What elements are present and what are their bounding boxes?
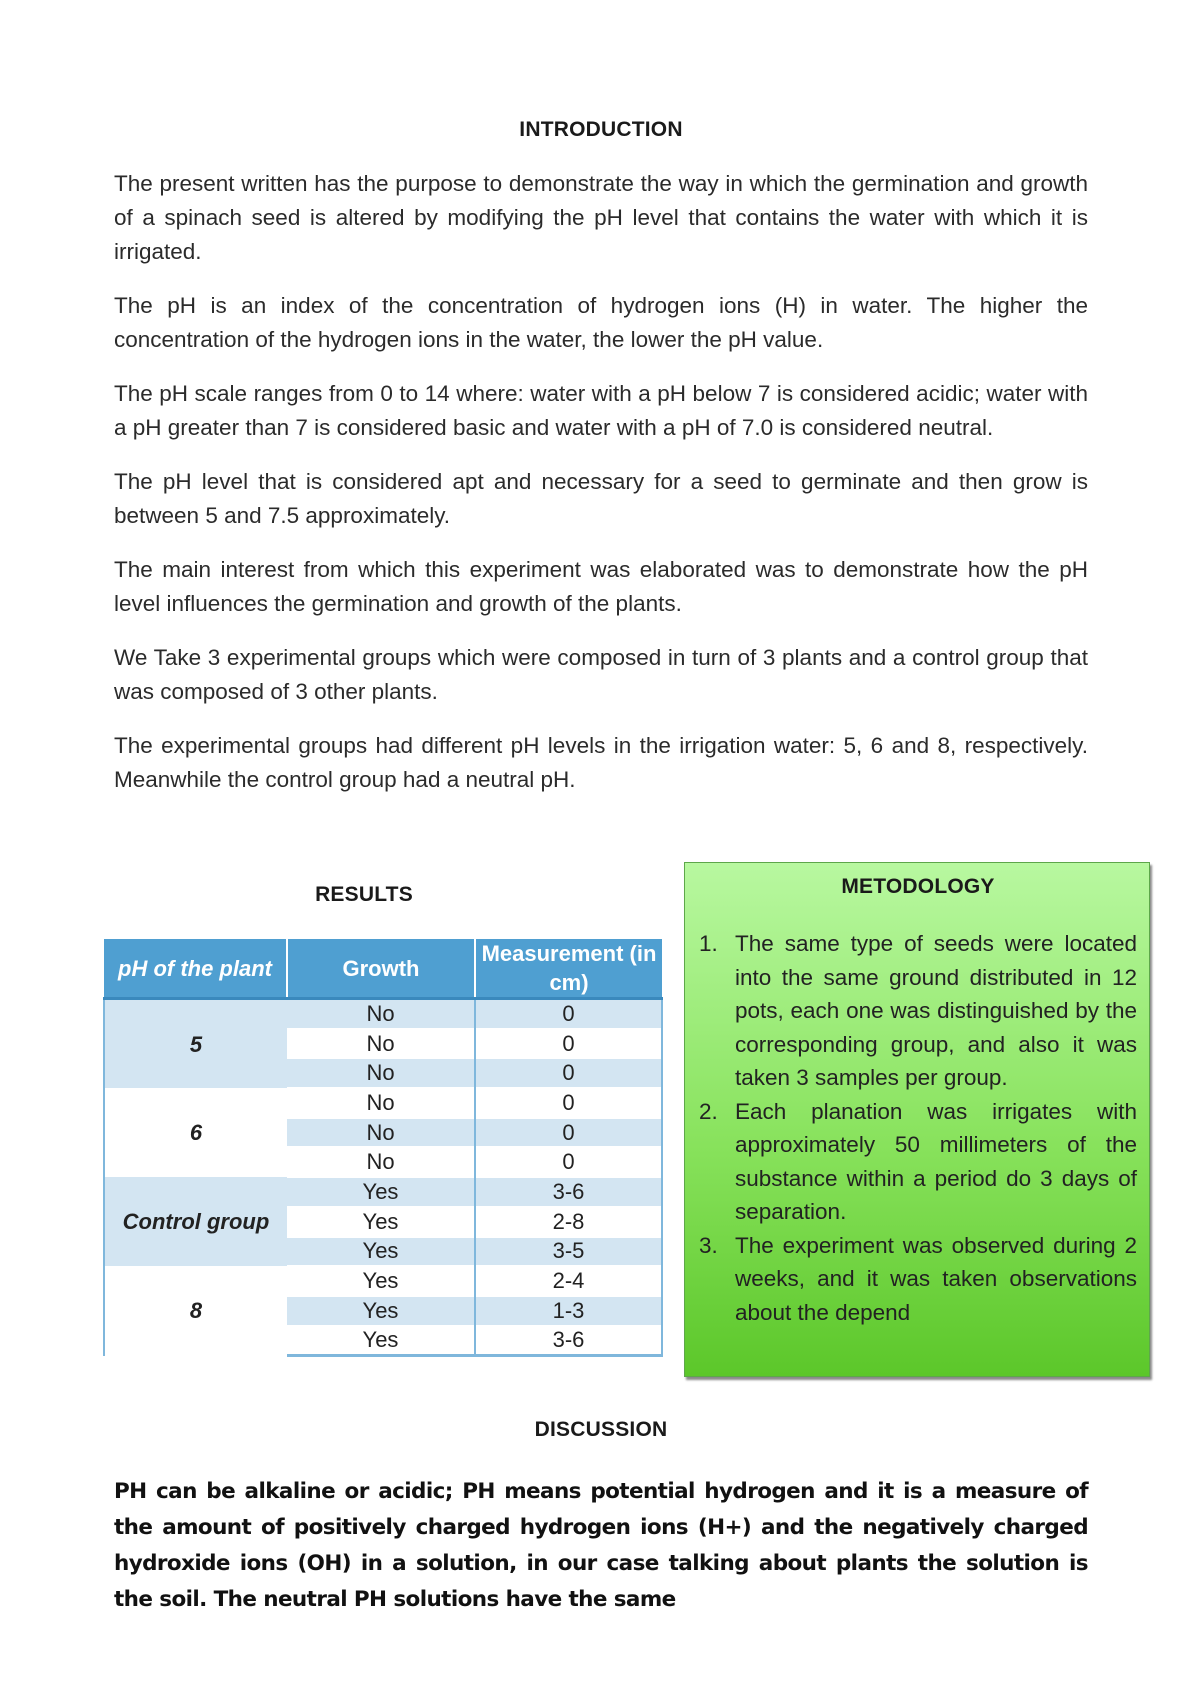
column-header-ph: pH of the plant xyxy=(104,939,287,999)
measurement-cell: 3-5 xyxy=(475,1237,662,1267)
measurement-cell: 1-3 xyxy=(475,1296,662,1326)
item-number: 2. xyxy=(699,1098,718,1124)
measurement-cell: 3-6 xyxy=(475,1177,662,1207)
growth-cell: No xyxy=(287,1058,475,1088)
introduction-body xyxy=(114,167,1088,817)
methodology-list xyxy=(699,927,1137,1329)
growth-cell: Yes xyxy=(287,1326,475,1356)
growth-cell: Yes xyxy=(287,1266,475,1296)
intro-paragraph: We Take 3 experimental groups which were composed in turn of 3 plants and a control group that was composed of 3 other plants. xyxy=(114,645,1088,704)
growth-cell: No xyxy=(287,1029,475,1059)
measurement-cell: 2-4 xyxy=(475,1266,662,1296)
measurement-cell: 3-6 xyxy=(475,1326,662,1356)
table-row xyxy=(104,1266,662,1296)
column-header-measurement: Measurement (in cm) xyxy=(475,939,662,999)
growth-cell: No xyxy=(287,999,475,1029)
measurement-cell: 0 xyxy=(475,999,662,1029)
measurement-cell: 0 xyxy=(475,1029,662,1059)
results-heading: RESULTS xyxy=(315,883,413,906)
group-label-ph-6: 6 xyxy=(104,1088,287,1177)
growth-cell: No xyxy=(287,1118,475,1148)
methodology-item xyxy=(699,927,1137,1095)
intro-paragraph: The pH is an index of the concentration of hydrogen ions (H) in water. The higher the concentration of the hydrogen ions in the water, the lower the pH value. xyxy=(114,293,1088,352)
item-text: The same type of seeds were located into the same ground distributed in 12 pots, each one was distinguished by the corresponding group, and also it was taken 3 samples per group. xyxy=(735,931,1137,1090)
intro-paragraph: The present written has the purpose to demonstrate the way in which the germination and growth of a spinach seed is altered by modifying the pH level that contains the water with which it is irrigated. xyxy=(114,171,1088,264)
column-header-growth: Growth xyxy=(287,939,475,999)
intro-paragraph: The pH scale ranges from 0 to 14 where: water with a pH below 7 is considered acidic; water with a pH greater than 7 is considered basic and water with a pH of 7.0 is considered neutral. xyxy=(114,381,1088,440)
measurement-cell: 0 xyxy=(475,1147,662,1177)
discussion-paragraph: PH can be alkaline or acidic; PH means potential hydrogen and it is a measure of the amount of positively charged hydrogen ions (H+) and the negatively charged hydroxide ions (OH) in a solution, in our case talking about plants the solution is the soil. The neutral PH solutions have the same xyxy=(114,1479,1088,1612)
item-number: 1. xyxy=(699,931,718,956)
discussion-heading: DISCUSSION xyxy=(534,1418,668,1441)
growth-cell: No xyxy=(287,1147,475,1177)
item-text: Each planation was irrigates with approximately 50 millimeters of the substance within a period do 3 days of separation. xyxy=(735,1098,1137,1224)
intro-paragraph: The main interest from which this experiment was elaborated was to demonstrate how the pH level influences the germination and growth of the plants. xyxy=(114,557,1088,616)
results-table xyxy=(103,939,663,1357)
growth-cell: Yes xyxy=(287,1237,475,1267)
table-row xyxy=(104,1177,662,1207)
methodology-box xyxy=(684,862,1150,1377)
table-header-row xyxy=(104,939,662,999)
methodology-item xyxy=(699,1095,1137,1229)
methodology-item xyxy=(699,1229,1137,1330)
introduction-heading: INTRODUCTION xyxy=(519,118,683,141)
measurement-cell: 0 xyxy=(475,1118,662,1148)
table-row xyxy=(104,999,662,1029)
group-label-control: Control group xyxy=(104,1177,287,1266)
group-label-ph-5: 5 xyxy=(104,999,287,1089)
growth-cell: Yes xyxy=(287,1207,475,1237)
item-text: The experiment was observed during 2 weeks, and it was taken observations about the depend xyxy=(735,1232,1137,1325)
group-label-ph-8: 8 xyxy=(104,1266,287,1356)
item-number: 3. xyxy=(699,1232,718,1258)
growth-cell: Yes xyxy=(287,1296,475,1326)
intro-paragraph: The pH level that is considered apt and necessary for a seed to germinate and then grow is between 5 and 7.5 approximately. xyxy=(114,469,1088,528)
intro-paragraph: The experimental groups had different pH levels in the irrigation water: 5, 6 and 8, respectively. Meanwhile the control group had a neutral pH. xyxy=(114,733,1088,792)
measurement-cell: 2-8 xyxy=(475,1207,662,1237)
table-row xyxy=(104,1088,662,1118)
methodology-heading: METODOLOGY xyxy=(841,875,995,898)
measurement-cell: 0 xyxy=(475,1058,662,1088)
growth-cell: No xyxy=(287,1088,475,1118)
measurement-cell: 0 xyxy=(475,1088,662,1118)
growth-cell: Yes xyxy=(287,1177,475,1207)
